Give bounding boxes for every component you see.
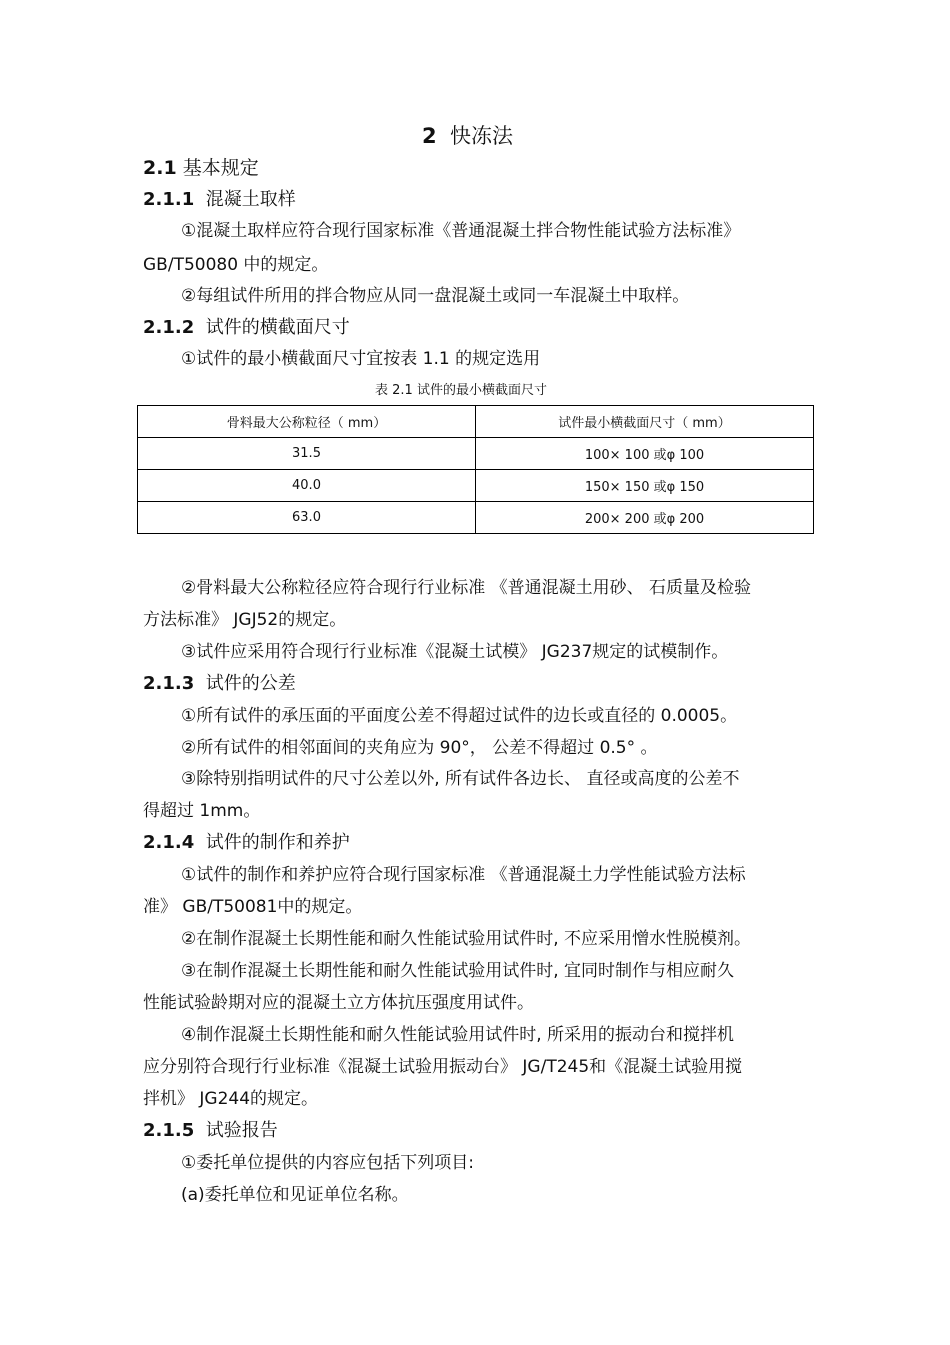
paragraph: GB/T50080 中的规定。: [143, 255, 329, 275]
paragraph: 得超过 1mm。: [143, 801, 261, 821]
paragraph: 准》 GB/T50081中的规定。: [143, 897, 363, 917]
section-title: 混凝土取样: [205, 189, 296, 210]
chapter-heading: [422, 123, 513, 149]
paragraph: ③试件应采用符合现行行业标准《混凝土试模》 JG237规定的试模制作。: [181, 642, 729, 662]
section-number: 2.1.5: [143, 1120, 195, 1141]
section-title: 试件的制作和养护: [205, 832, 350, 853]
paragraph: ②在制作混凝土长期性能和耐久性能试验用试件时, 不应采用憎水性脱模剂。: [181, 929, 752, 949]
table-cell: 100× 100 或φ 100: [476, 438, 814, 470]
cross-section-table: [137, 405, 814, 534]
section-heading-2-1-4: [143, 831, 350, 855]
paragraph: ①委托单位提供的内容应包括下列项目:: [181, 1153, 474, 1173]
paragraph: ①试件的最小横截面尺寸宜按表 1.1 的规定选用: [181, 349, 541, 369]
paragraph: ④制作混凝土长期性能和耐久性能试验用试件时, 所采用的振动台和搅拌机: [181, 1025, 735, 1045]
section-title: 试验报告: [205, 1120, 278, 1141]
table-header-row: [138, 406, 814, 438]
table-cell: 40.0: [138, 470, 476, 502]
section-heading-2-1-1: [143, 188, 296, 212]
chapter-title: 快冻法: [449, 124, 513, 148]
section-title: 试件的公差: [205, 673, 296, 694]
table-cell: 31.5: [138, 438, 476, 470]
table-cell: 200× 200 或φ 200: [476, 502, 814, 534]
section-number: 2.1: [143, 157, 177, 179]
section-title: 试件的横截面尺寸: [205, 317, 350, 338]
table-caption: 表 2.1 试件的最小横截面尺寸: [375, 383, 547, 398]
paragraph: ③除特别指明试件的尺寸公差以外, 所有试件各边长、 直径或高度的公差不: [181, 769, 740, 789]
paragraph: 性能试验龄期对应的混凝土立方体抗压强度用试件。: [143, 993, 534, 1013]
section-number: 2.1.4: [143, 832, 195, 853]
section-number: 2.1.1: [143, 189, 195, 210]
paragraph: ②每组试件所用的拌合物应从同一盘混凝土或同一车混凝土中取样。: [181, 286, 690, 306]
table-row: [138, 502, 814, 534]
paragraph: ②所有试件的相邻面间的夹角应为 90°， 公差不得超过 0.5° 。: [181, 738, 658, 758]
table-cell: 150× 150 或φ 150: [476, 470, 814, 502]
paragraph: ①试件的制作和养护应符合现行国家标准 《普通混凝土力学性能试验方法标: [181, 865, 746, 885]
paragraph: ③在制作混凝土长期性能和耐久性能试验用试件时, 宜同时制作与相应耐久: [181, 961, 735, 981]
paragraph: 应分别符合现行行业标准《混凝土试验用振动台》 JG/T245和《混凝土试验用搅: [143, 1057, 743, 1077]
section-heading-2-1-5: [143, 1119, 278, 1143]
paragraph: ②骨料最大公称粒径应符合现行行业标准 《普通混凝土用砂、 石质量及检验: [181, 578, 752, 598]
paragraph: (a)委托单位和见证单位名称。: [181, 1185, 409, 1205]
paragraph: ①混凝土取样应符合现行国家标准《普通混凝土拌合物性能试验方法标准》: [181, 221, 741, 241]
table-row: [138, 470, 814, 502]
chapter-number: 2: [422, 124, 437, 148]
table-row: [138, 438, 814, 470]
table-header-cell: 试件最小横截面尺寸（ mm）: [476, 406, 814, 438]
section-heading-2-1: [143, 156, 259, 180]
section-heading-2-1-2: [143, 316, 350, 340]
table-cell: 63.0: [138, 502, 476, 534]
paragraph: 拌机》 JG244的规定。: [143, 1089, 319, 1109]
section-number: 2.1.2: [143, 317, 195, 338]
section-title: 基本规定: [182, 157, 259, 179]
paragraph: ①所有试件的承压面的平面度公差不得超过试件的边长或直径的 0.0005。: [181, 706, 738, 726]
section-number: 2.1.3: [143, 673, 195, 694]
table-header-cell: 骨料最大公称粒径（ mm）: [138, 406, 476, 438]
section-heading-2-1-3: [143, 672, 296, 696]
paragraph: 方法标准》 JGJ52的规定。: [143, 610, 347, 630]
